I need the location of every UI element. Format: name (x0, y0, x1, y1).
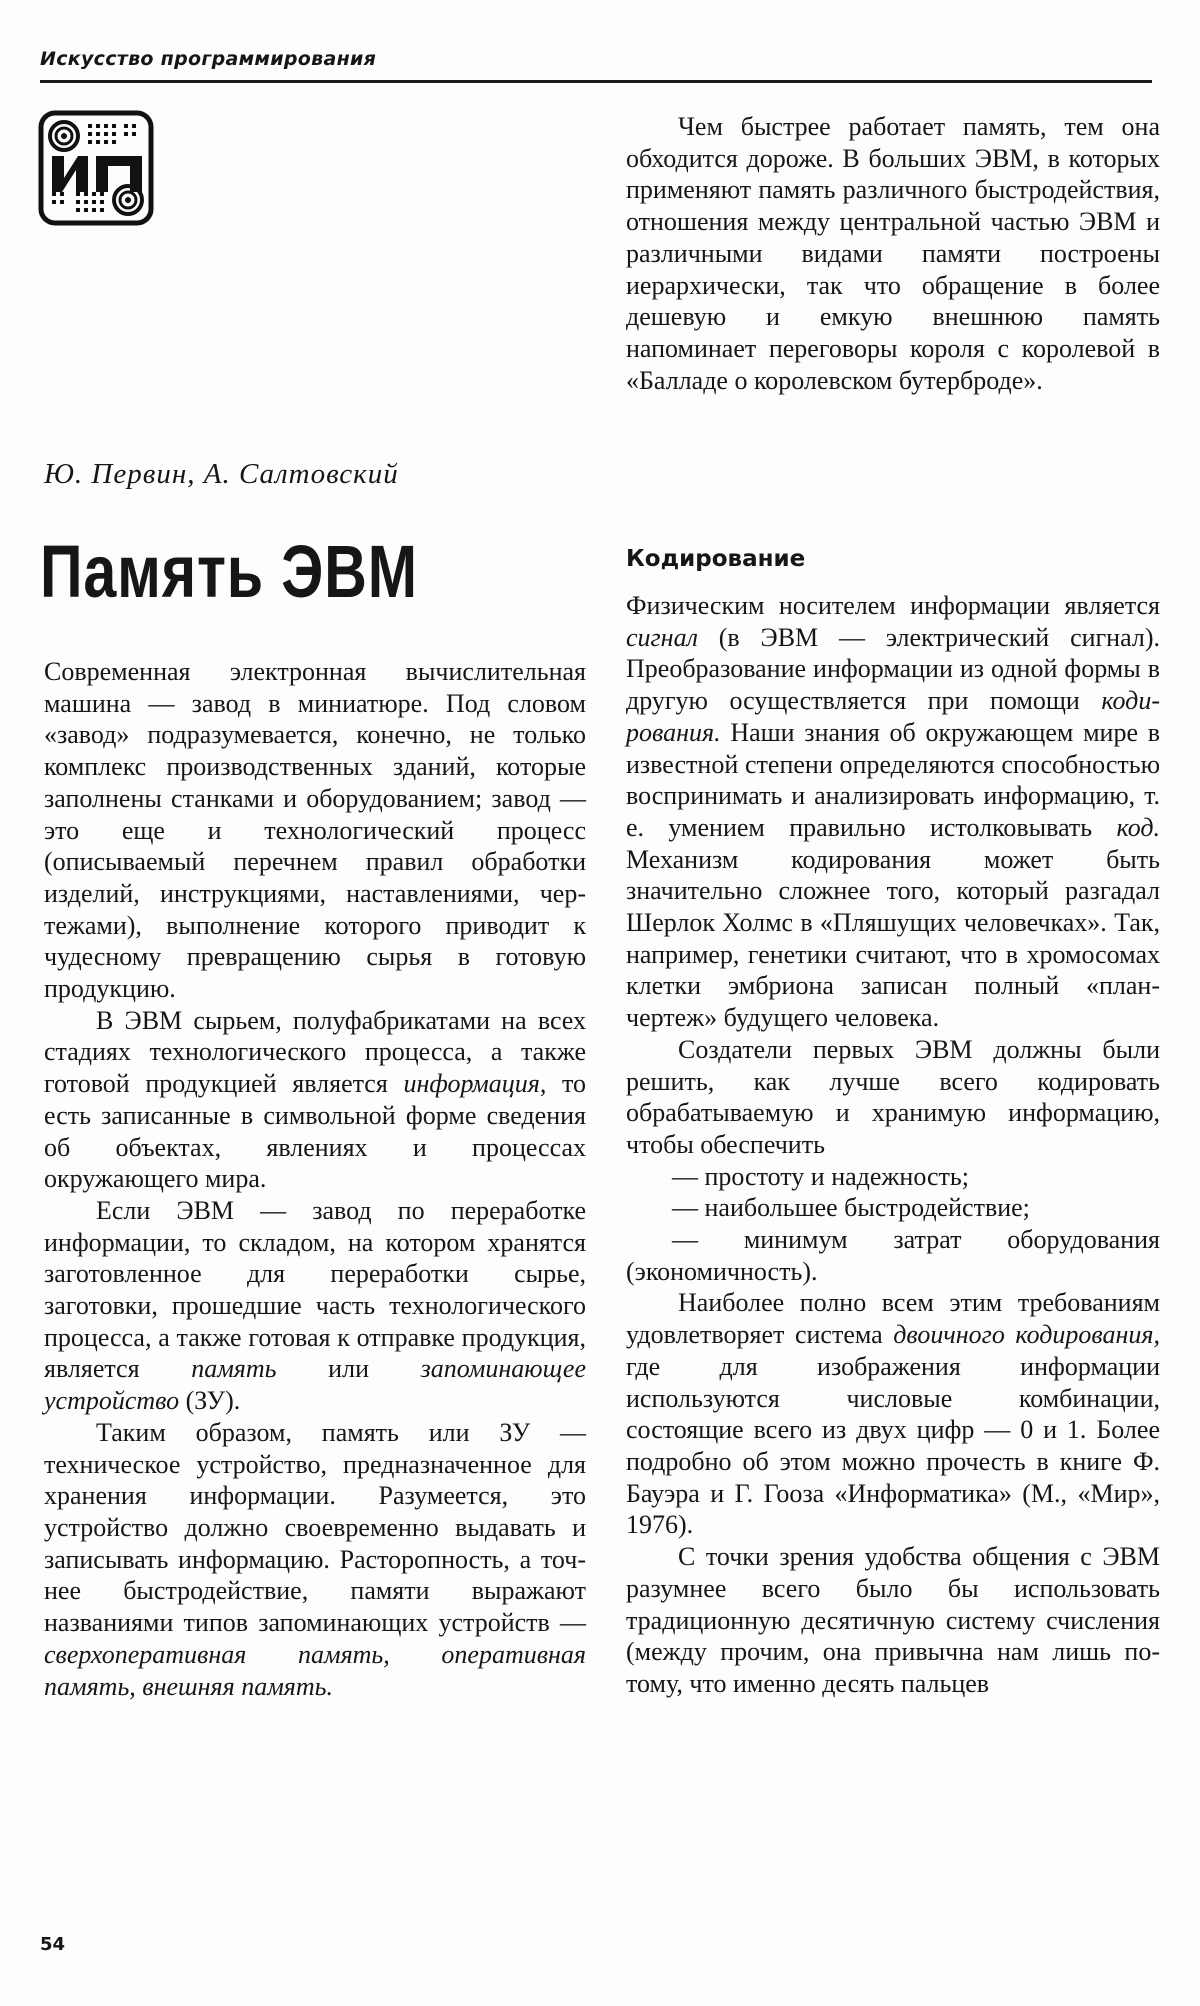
paragraph: В ЭВМ сырьем, полуфабрикатами на всех стадиях технологического процесса, а также готовой продукцией является информация, то есть записанные в символьной форме сведения об объектах, явлениях и процессах окружающего мира. (44, 1005, 586, 1194)
paragraph: Если ЭВМ — завод по переработке информации, то складом, на котором хранятся заготовленное для переработки сырье, заготовки, прошедшие часть технологического процесса, а также готовая к отправке продукция, является память или запоминающее устройство (ЗУ). (44, 1195, 586, 1416)
page-number: 54 (40, 1934, 66, 1955)
section-heading: Кодирование (626, 546, 806, 572)
right-column-intro (626, 111, 1160, 396)
paragraph: Создатели первых ЭВМ должны были решить, как лучше всего кодировать обрабатываемую и хранимую информацию, чтобы обеспечить (626, 1034, 1160, 1159)
article-title: Память ЭВМ (40, 530, 418, 613)
right-column (626, 590, 1160, 1700)
paragraph: Физическим носителем информации является сигнал (в ЭВМ — электрический сигнал). Преобразование информации из одной формы в другую осуществляется при помощи кодирования. Наши знания об окружающем мире в известной степени определяются способностью воспринимать и анализировать информацию, т. е. умением правильно истолковывать код. Механизм кодирования может быть значительно сложнее того, который разгадал Шерлок Холмс в «Пляшущих человечках». Так, например, генетики считают, что в хромосомах клетки эмбриона записан полный «план-чертеж» будущего человека. (626, 591, 1160, 1033)
list-item: — простоту и надежность; (672, 1161, 969, 1191)
paragraph: Современная электронная вычислительная машина — завод в миниатюре. Под словом «завод» подразумевается, конечно, не только комплекс производственных зданий, которые заполнены станками и оборудованием; завод — это еще и технологический процесс (описываемый перечнем правил обработки изделий, инструкциями, наставлениями, чертежами), выполнение которого приводит к чудесному превращению сырья в готовую продукцию. (44, 657, 586, 1004)
program-art-logo-icon (38, 110, 154, 226)
section-header: Искусство программирования (40, 48, 377, 70)
list-item: — наибольшее быстродействие; (672, 1193, 1030, 1223)
paragraph: Таким образом, память или ЗУ — техническое устройство, предназначенное для хранения информации. Разумеется, это устройство должно своевременно выдавать и записывать информацию. Расторопность, а точнее быстродействие, памяти выражают названиями типов запоминающих устройств — сверхоперативная память, оперативная память, внешняя память. (44, 1417, 586, 1701)
article-authors: Ю. Первин, А. Салтовский (44, 458, 399, 490)
left-column (44, 656, 586, 1702)
header-divider (40, 80, 1152, 83)
paragraph: С точки зрения удобства общения с ЭВМ разумнее всего было бы использовать традиционную десятичную систему счисления (между прочим, она привычна нам лишь потому, что именно десять пальцев (626, 1542, 1160, 1698)
paragraph: Чем быстрее работает память, тем она обходится дороже. В больших ЭВМ, в которых применяют память различного быстродействия, отношения между центральной частью ЭВМ и различными видами памяти построены иерархически, так что обращение в более дешевую и емкую внешнюю память напоминает переговоры короля с королевой в «Балладе о королевском бутерброде». (626, 112, 1160, 395)
list-item: — минимум затрат оборудования (экономичность). (626, 1225, 1160, 1286)
paragraph: Наиболее полно всем этим требованиям удовлетворяет система двоичного кодирования, где для изображения информации используются числовые комбинации, состоящие всего из двух цифр — 0 и 1. Более подробно об этом можно прочесть в книге Ф. Бауэра и Г. Гооза «Информатика» (М., «Мир», 1976). (626, 1288, 1160, 1540)
